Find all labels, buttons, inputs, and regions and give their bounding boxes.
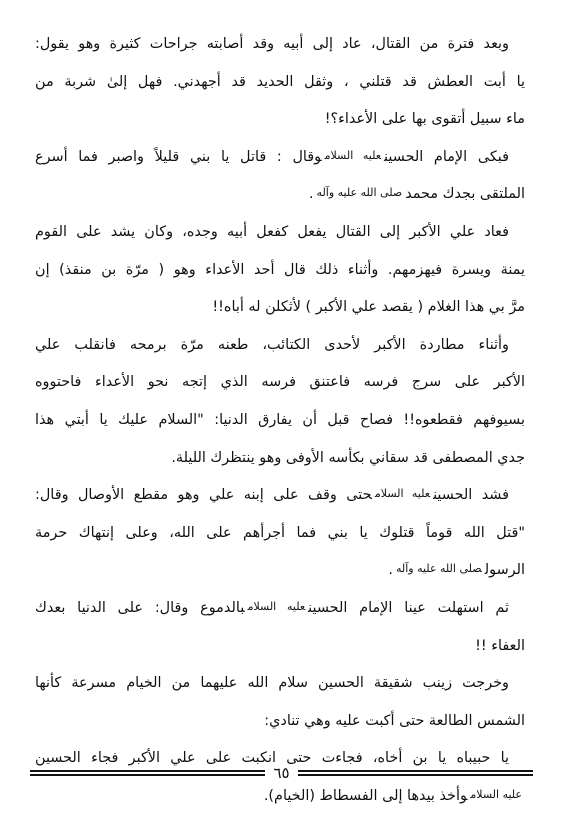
honorific-symbol: عليه السلام [324, 148, 382, 162]
text-span: وخرجت زينب شقيقة الحسين سلام الله عليهما من الخيام مسرعة كأنها [35, 675, 509, 692]
text-span: "قتل الله قوماً قتلوك يا بني فما أجرأهم على الله، وعلى إنتهاك حرمة [35, 524, 525, 541]
text-line [35, 214, 525, 252]
text-span: فعاد علي الأكبر إلى القتال يفعل كفعل أبيه وجده، وكان يشد على القوم [35, 223, 509, 240]
text-span: حتى وقف على إبنه علي وهو مقطع الأوصال وقال: [35, 487, 372, 504]
text-line [35, 64, 525, 102]
text-line [35, 590, 525, 628]
text-line [35, 327, 525, 365]
text-span: وبعد فترة من القتال، عاد إلى أبيه وقد أصابته جراحات كثيرة وهو يقول: [35, 36, 509, 52]
text-line [35, 402, 525, 440]
text-span: يا أبت العطش قد قتلني ، وثقل الحديد قد أجهدني. فهل إلىٰ شربة من [35, 73, 525, 90]
text-line [35, 515, 525, 553]
page-footer [30, 766, 533, 786]
text-line [35, 252, 525, 290]
text-span: ثم استهلت عينا الإمام الحسين [308, 599, 509, 616]
text-span: الشمس الطالعة حتى أكبت عليه وهي تنادي: [264, 712, 525, 729]
text-span: الأكبر على سرج فرسه فاعتنق فرسه الذي إتجه نحو الأعداء فاحتووه [35, 374, 525, 391]
text-span: العفاء !! [475, 637, 525, 654]
text-line [35, 440, 525, 478]
footer-rule-right [298, 770, 533, 776]
text-span: بسيوفهم فقطعوه!! فصاح قبل أن يفارق الدنيا: "السلام عليك يا أبتي هذا [35, 411, 525, 428]
text-line [35, 101, 525, 139]
text-span: الملتقى بجدك محمد [405, 186, 525, 203]
text-span: الرسول [484, 562, 525, 579]
honorific-symbol: عليه السلام [470, 787, 522, 801]
honorific-symbol: صلى الله عليه وآله [316, 186, 403, 200]
text-span: فبكى الإمام الحسين [384, 148, 509, 165]
text-span: ماء سبيل أتقوى بها على الأعداء؟! [324, 111, 525, 128]
text-line [35, 26, 525, 64]
body-text [35, 26, 525, 815]
honorific-symbol: عليه السلام [247, 599, 306, 613]
text-span: بالدموع وقال: على الدنيا بعدك [35, 599, 245, 616]
honorific-symbol: عليه السلام [374, 487, 431, 501]
honorific-symbol: صلى الله عليه وآله [395, 562, 482, 576]
text-span: يا حبيباه يا بن أخاه، فجاءت حتى انكبت على علي الأكبر فجاء الحسين [35, 750, 509, 767]
text-line: الرسولصلى الله عليه وآله. [388, 562, 525, 579]
page-number: ٦٥ [273, 764, 290, 782]
text-line [35, 703, 525, 741]
text-line: الملتقى بجدك محمدصلى الله عليه وآله. [308, 186, 525, 203]
text-line [35, 477, 525, 515]
text-line [35, 628, 525, 666]
text-line [35, 364, 525, 402]
text-span: وأخذ بيدها إلى الفسطاط (الخيام). [263, 787, 468, 804]
text-line [35, 139, 525, 177]
text-span: جدي المصطفى قد سقاني بكأسه الأوفى وهو ينتظرك الليلة. [171, 449, 525, 466]
text-line [35, 289, 525, 327]
text-span: وقال : قاتل يا بني قليلاً واصبر فما أسرع [35, 148, 322, 165]
text-span: مرَّ بي هذا الغلام ( يقصد علي الأكبر ) لأثكلن له أباه!! [212, 299, 525, 316]
text-span: يمنة ويسرة فيهزمهم. وأثناء ذلك قال أحد الأعداء وهو ( مرّة بن منقذ) إن [35, 261, 525, 278]
text-span: وأثناء مطاردة الأكبر لأحدى الكتائب، طعنه مرّة برمحه فانقلب علي [35, 336, 509, 353]
text-span: فشد الحسين [433, 487, 509, 504]
text-line [35, 665, 525, 703]
